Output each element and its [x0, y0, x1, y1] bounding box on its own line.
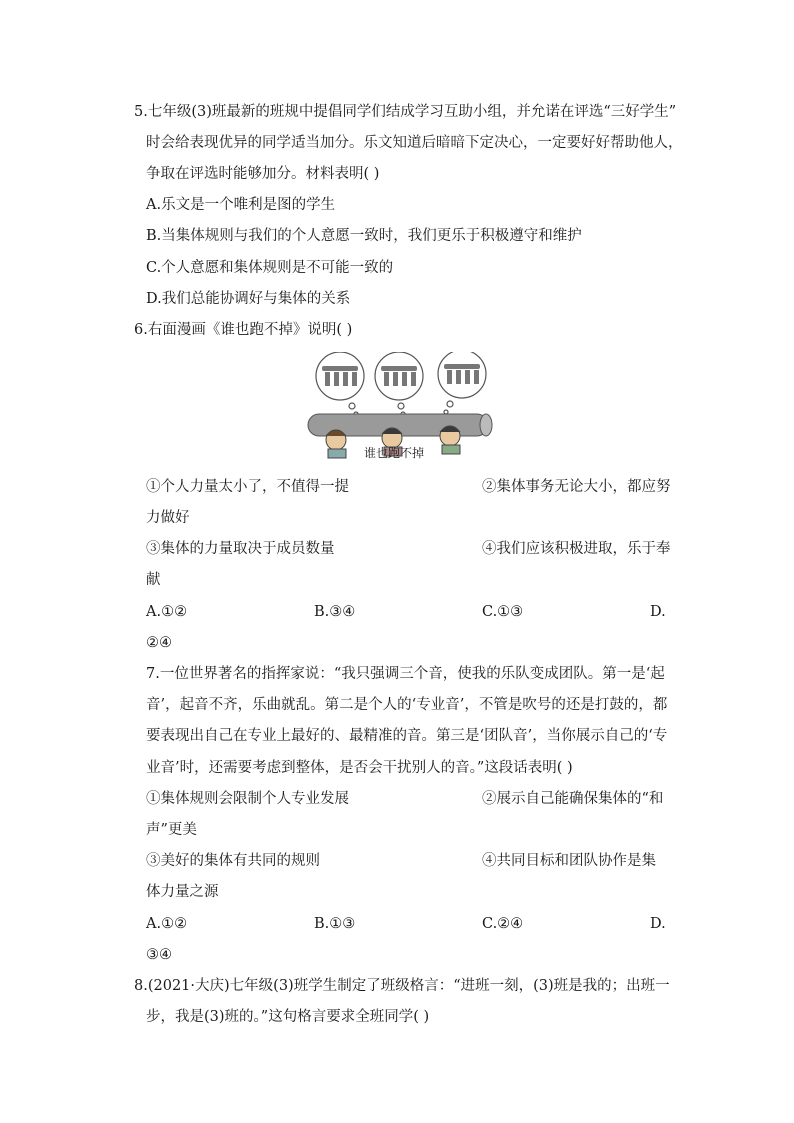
q7-statement-2: ②展示自己能确保集体的“和 — [482, 791, 664, 807]
q5-stem-line-3: 争取在评选时能够加分。材料表明( ) — [146, 166, 380, 182]
q8-stem-line-1: 8.(2021·大庆)七年级(3)班学生制定了班级格言：“进班一刻，(3)班是我的；出班一 — [134, 978, 670, 994]
q7-stem-line-3: 要表现出自己在专业上最好的、最精准的音。第三是‘团队音’，当你展示自己的‘专 — [146, 728, 668, 744]
q7-choice-c: C.②④ — [482, 916, 524, 932]
q5-stem-line-1: 5.七年级(3)班最新的班规中提倡同学们结成学习互助小组，并允诺在评选“三好学生” — [134, 104, 677, 120]
q6-statement-3: ③集体的力量取决于成员数量 — [146, 541, 335, 557]
q6-statement-4-wrap: 献 — [146, 572, 161, 588]
q6-statement-1: ①个人力量太小了，不值得一提 — [146, 479, 349, 495]
q6-choice-c: C.①③ — [482, 604, 524, 620]
q7-statement-2-wrap: 声”更美 — [146, 822, 197, 838]
q5-option-c: C.个人意愿和集体规则是不可能一致的 — [146, 260, 394, 276]
q5-option-a: A.乐文是一个唯利是图的学生 — [146, 197, 336, 213]
q7-stem-line-1: 7.一位世界著名的指挥家说：“我只强调三个音，使我的乐队变成团队。第一是‘起 — [146, 666, 665, 682]
q7-statement-3: ③美好的集体有共同的规则 — [146, 853, 320, 869]
q5-stem-line-2: 时会给表现优异的同学适当加分。乐文知道后暗暗下定决心，一定要好好帮助他人， — [146, 135, 683, 151]
q5-option-b: B.当集体规则与我们的个人意愿一致时，我们更乐于积极遵守和维护 — [146, 228, 582, 244]
q6-choice-d: D. — [650, 604, 666, 620]
q8-stem-line-2: 步，我是(3)班的。”这句格言要求全班同学( ) — [146, 1009, 430, 1025]
q7-statement-1: ①集体规则会限制个人专业发展 — [146, 791, 349, 807]
q6-choice-d-wrap: ②④ — [146, 635, 172, 651]
q7-statement-4-wrap: 体力量之源 — [146, 884, 219, 900]
q7-choice-d: D. — [650, 916, 666, 932]
q5-option-d: D.我们总能协调好与集体的关系 — [146, 291, 351, 307]
q7-choice-a: A.①② — [146, 916, 188, 932]
q7-choice-b: B.①③ — [314, 916, 356, 932]
q7-choice-d-wrap: ③④ — [146, 947, 172, 963]
q6-choice-a: A.①② — [146, 604, 188, 620]
q6-stem: 6.右面漫画《谁也跑不掉》说明( ) — [134, 322, 353, 338]
q7-stem-line-2: 音’，起音不齐，乐曲就乱。第二是个人的‘专业音’，不管是吹号的还是打鼓的，都 — [146, 697, 668, 713]
q6-statement-4: ④我们应该积极进取，乐于奉 — [482, 541, 671, 557]
q7-statement-4: ④共同目标和团队协作是集 — [482, 853, 656, 869]
q6-statement-2: ②集体事务无论大小，都应努 — [482, 479, 671, 495]
q7-stem-line-4: 业音’时，还需要考虑到整体，是否会干扰别人的音。”这段话表明( ) — [146, 760, 573, 776]
cartoon-caption: 谁也跑不掉 — [364, 446, 425, 460]
q6-choice-b: B.③④ — [314, 604, 356, 620]
q6-statement-2-wrap: 力做好 — [146, 510, 190, 526]
